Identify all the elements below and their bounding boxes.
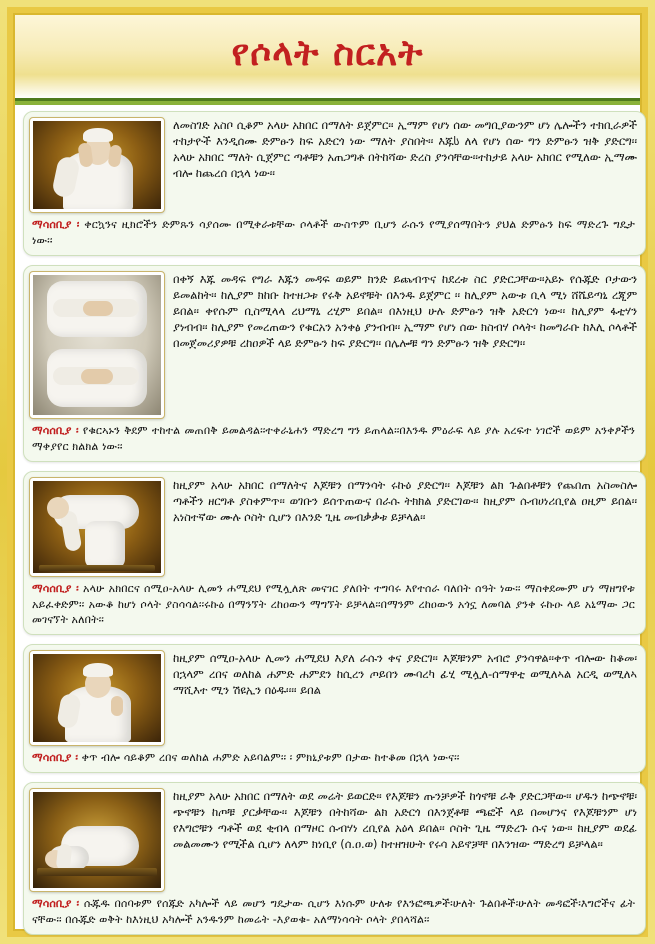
page-inner — [7, 7, 648, 937]
note-text: የቁርኣኑን ቅደም ተከተል መጠበቅ ይመልዳል፡፡ተቀራኒሐን ማድረግ ግን ይጠላል፡፡በእንዱ ምዕራፍ ላይ ያሉ አረፍተ ነገሮች ወይም አንቀፆችን ማቀያየር ክልክል ነው፡፡ — [32, 423, 635, 453]
section-top — [30, 478, 637, 576]
page-header — [15, 15, 640, 101]
section-body-text: ከዚያም ሰሚዐ-አላሁ ሊመን ሐሚደህ እያለ ራሱን ቀና ያድርገ፡፡ እጆቹንም አብሮ ያንሳዋል፡፡ቀጥ ብሎው ከቆመ፡ በኋላም ረበና ወለከል ሐምድ ሐምደን ከሲረን ጦይበን ሙባረካ ፊሂ ሚሏለ-ሰማዋቲ ወሚለኣል አርዲ ወሚለኣ ማሺእተ ሚን ሽዩኢን በዕዱ፡፡፡፡ ይበል — [173, 652, 637, 698]
note-text: አላሁ አክበርና ሰሚዐ-አላሁ ሊመን ሐሚደህ የሚሏለጽ መናገር ያለበት ተግባሩ እየተሰራ ባለበት ሰዓት ነው፡፡ ማስቀደሙም ሆነ ማዘግየቱ አይፈቀድም፡፡ አውቆ ከሆነ ሶላት ያስሳሳል፡፡ሩኩዕ በማንኘት ረከዐውን ማግኘት ይቻላል፡፡በማንም ረከዐውን አጎኗ ለመባል ያንቀ ሩኩዑ ላይ አኒማው ጋር መገናኘት አለበት፡፡ — [32, 581, 635, 627]
section-body-text: ለመስገድ አስቦ ሲቆም አላሁ አክበር በማለት ይጀምር፡፡ ኢማም የሆነ ሰው መግቢያውንም ሆነ ሌሎችን ተክቢራዎች ተከታዮች እንዲሰሙ ድምፁን ከፍ አድርጎ ነው ማለት ያስበት፡፡ እጁს ለላ የሆነ ሰው ግን ድምፁን ዝቅ ያድርግ፡፡ አላሁ አክበር ማለት ሲጀምር ጣቶቹን አጠጋግቶ በትከሻው ድረስ ያንሳቸው፡፡ተከታይ አላሁ አክበር የሚለው ኢማሙ ብሎ ከጨረሰ በኋላ ነው፡፡ — [173, 119, 637, 181]
figure-hands-on-chest — [30, 272, 164, 418]
section-top — [30, 651, 637, 745]
section-top — [30, 789, 637, 891]
section-item — [23, 782, 646, 935]
section-item — [23, 265, 646, 462]
figure-art — [33, 121, 161, 209]
figure-prostration-sujud — [30, 789, 164, 891]
note-text: ቀርኳንና ዚክሮችን ድምጹን ሳያሰሙ በሚቀራቱቸው ሶላቶች ውስጥም ቢሆን ራሱን የሚያሰማበትን ያህል ድምፁን ከፍ ማድረጉ ግዴታ ነው፡፡ — [32, 218, 635, 247]
note-label: ማሳሰቢያ ፡ — [32, 218, 80, 231]
section-body-text: ከዚያም አላሁ አክበር በማለት ወደ መሬት ይወርድ፡፡ የእጆቹን ጡንቻዎች ከጎኖቹ ራቅ ያድርጋቸው፡፡ ሆዱን ከጭኖቹ፡ ጭኖቹን ከጦቹ ያርቃቸው፡፡ እጆቹን በትከሻው ልክ አድርጎ በእንጀቶቹ ጫፎች ላይ በመሆንና የእጆቹንም ሆነ የእግሮቹን ጣቶች ወደ ቂብላ በማዞር ሱብሃነ ረቢየል አዕላ ይበል፡፡ ሶስት ጊዜ ማድረጉ ሱና ነው፡፡ ከዚያም ወደፊ መልመሙን የሚችል ሲሆን ለላም ክነቢየ (ሰ.ዐ.ወ) ከተዘዝሁት የሩሳ አይኖቻቸ በእንዝው ማድረግ ይቻላል፡፡ — [173, 790, 637, 852]
note-label: ማሳሰቢያ ፡ — [32, 897, 80, 911]
section-top — [30, 272, 637, 418]
figure-art — [33, 481, 161, 573]
figure-standing-takbir — [30, 118, 164, 212]
sections-container — [23, 111, 646, 925]
section-note — [30, 423, 637, 455]
section-item — [23, 644, 646, 773]
page-title: የሶላት ስርአት — [231, 32, 424, 74]
note-text: ቀጥ ብሎ ሳይቆም ረበና ወለከል ሐምድ አይባልም፡፡ ፡ ምክኒያቱም በታው ከተቆመ በኋላ ነውና፡፡ — [81, 751, 460, 765]
figure-art — [33, 792, 161, 888]
note-label: ማሳሰቢያ ፡ — [32, 423, 79, 437]
section-top — [30, 118, 637, 212]
figure-standing-after-ruku — [30, 651, 164, 745]
note-label: ማሳሰቢያ ፡ — [32, 751, 79, 765]
figure-art — [33, 654, 161, 742]
figure-bowing-ruku — [30, 478, 164, 576]
section-note — [30, 750, 637, 766]
section-body-text: በቀኝ እጁ መዳፍ የግራ እጁን መዳፍ ወይም ክንድ ይጨብጥና ከደረቱ ስር ያድርጋቸው፡፡አይኑ የሱጁድ ቦታውን ይመልከት፡፡ ከሊያም ክከቡ ከተዘጋቱ የሩቅ አይኖቹት በእንዱ ይጀምር ፡፡ ከሊያም አውቱ ቢላ ሚነ ሸሼይጣኒ ረጂም ይበል፡፡ ቀየሱም ቢስሚላላ ረህማኒ ረሂም ይበል፡፡ በእነዚህ ሁሉ ድምፁን ዝቅ አድርጎ ነው፡፡ ከሊያም ፋቲሃን ያነብብ፡፡ ከሊያም የመረጠውን የቁርአን አንቀፅ ያንብብ፡፡ ኢማም የሆነ ሰው ክስብሃ ሶላት፡ ከመግራቡ ከእሊ ሶላቶች በመጀመሪያዎቹ ረከዐዎች ላይ ድምፁን ከፍ ያድርግ፡፡ በሌሎቹ ግን ድምፁን ዝቅ ያድርግ፡፡ — [173, 272, 637, 350]
section-note — [30, 896, 637, 928]
section-note — [30, 217, 637, 249]
note-label: ማሳሰቢያ ፡ — [32, 581, 79, 595]
note-text: ሱጁዱ በሰባቱም የሰጁድ አካሎች ላይ መሆን ግዴታው ሲሆን እነሱም ሁለቱ የእንፎጫዎች፡ሁለት ጉልበቶች፡ሁለት መዳፎች፡እግሮችና ፊት ናቸው፡፡ በሱጁድ ወቅት ከእነዚህ አካሎች አንዱንም ከመሬት -እያወቁ- አለማነሳሳት ሶላት ያበላሻል፡፡ — [32, 897, 636, 927]
figure-art — [33, 275, 161, 415]
section-item — [23, 111, 646, 256]
section-note — [30, 581, 637, 629]
section-body-text: ከዚያም አላሁ አክበር በማለትና እጆቹን በማንሳት ሩኩዕ ያድርግ፡፡ እጆቹን ልክ ጉልበቶቹን የጨበጠ አስመስሎ ጣቶችን ዘርግቶ ያስቀምጥ፡፡ ወገቡን ይሰጥጠውና በራሱ ትክክል ያድርገው፡፡ ከዚያም ሱብሀነሪቢየል ዐዚም ይበል፡፡ አነስተኛው ሙሉ ሶስት ሲሆን በእንድ ጊዜ መብቃቃቱ ይቻላል፡፡ — [173, 478, 637, 524]
section-item — [23, 471, 646, 636]
